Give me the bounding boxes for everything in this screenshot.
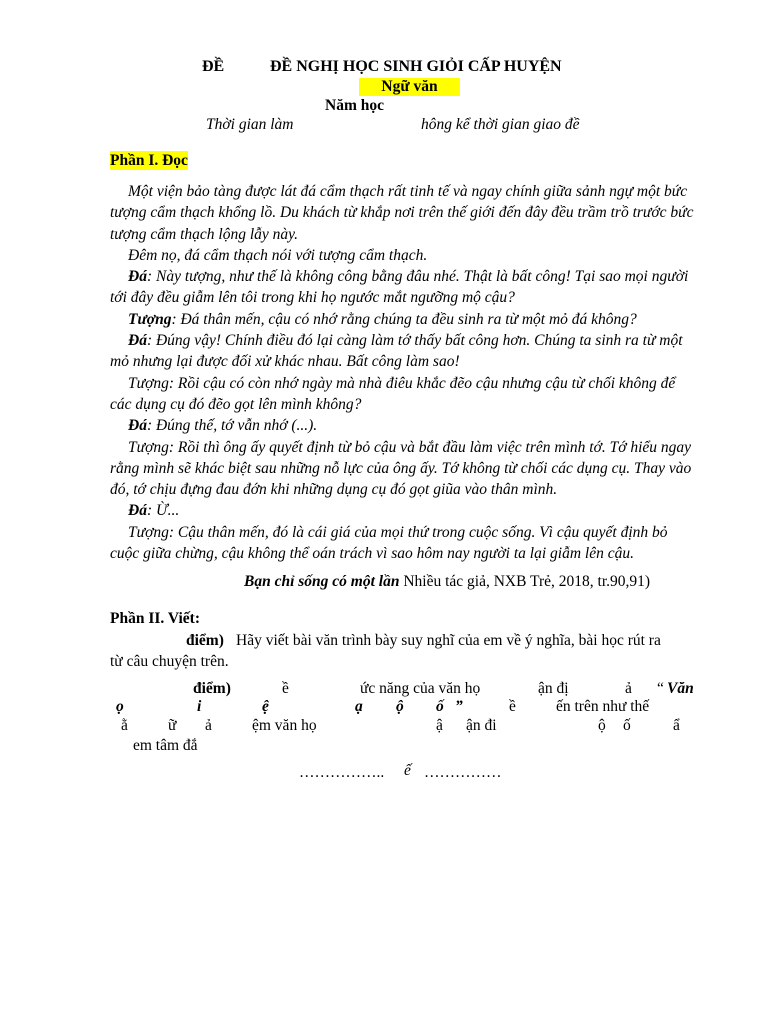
reading-passage xyxy=(110,181,700,564)
exam-title: ĐỀ NGHỊ HỌC SINH GIỎI CẤP HUYỆN xyxy=(270,58,562,75)
q2-fragment: ” xyxy=(455,698,463,715)
source-details: Nhiều tác giả, NXB Trẻ, 2018, tr.90,91) xyxy=(399,573,651,590)
dialogue-text: : Đá thân mến, cậu có nhớ rằng chúng ta đều sinh ra từ một mỏ đá không? xyxy=(171,310,637,328)
q2-fragment: ệ xyxy=(262,698,269,715)
q2-fragment: ộ xyxy=(598,717,606,734)
q2-fragment: “ xyxy=(657,680,664,697)
dialogue-text: : Ừ... xyxy=(146,502,180,520)
question1-text-cont: từ câu chuyện trên. xyxy=(110,653,229,670)
q2-fragment: ả xyxy=(205,717,212,734)
q2-fragment: ận đi xyxy=(466,717,497,734)
q2-fragment: ức năng của văn họ xyxy=(360,680,481,697)
dialogue-line xyxy=(110,522,700,565)
q2-fragment: ề xyxy=(282,680,289,697)
q2-fragment: ố xyxy=(436,698,444,715)
question2-line4: em tâm đắ xyxy=(133,737,198,754)
q2-fragment: điểm) xyxy=(193,680,231,697)
speaker: Đá xyxy=(128,268,147,286)
q2-fragment: ằ xyxy=(121,717,128,734)
question1-score: điểm) xyxy=(186,632,224,649)
subject-label: Ngữ văn xyxy=(359,78,460,96)
dialogue-line xyxy=(110,415,700,436)
dialogue-text: : Đúng thế, tớ vẫn nhớ (...). xyxy=(146,417,318,435)
time-label: Thời gian làm xyxy=(206,116,294,133)
q2-fragment: ận đị xyxy=(538,680,569,697)
school-year-label: Năm học xyxy=(325,97,384,114)
dialogue-line xyxy=(110,373,700,416)
speaker: Tượng xyxy=(128,310,172,328)
source-title: Bạn chỉ sống có một lần xyxy=(244,573,400,590)
dialogue-line xyxy=(110,437,700,501)
dialogue-line xyxy=(110,500,700,521)
q2-fragment: ẩ xyxy=(673,717,680,734)
q2-fragment: Văn xyxy=(667,680,694,697)
dialogue-text: : Đúng vậy! Chính điều đó lại càng làm tớ thấy bất công hơn. Chúng ta sinh ra từ một mỏ nhưng lại được đối xử khác nhau. Bất công làm sao! xyxy=(110,332,683,371)
footer-end-mark: ế xyxy=(404,762,411,779)
q2-fragment: ề xyxy=(509,698,516,715)
dialogue-line xyxy=(110,266,700,309)
dialogue-text: Tượng: Rồi thì ông ấy quyết định từ bỏ cậu và bắt đầu làm việc trên mình tớ. Tớ hiểu ngay rằng mình sẽ khác biệt sau những nỗ lực của ông ấy. Tớ không từ chối các dụng cụ. Thay vào đó, tớ chịu đựng đau đớn khi những dụng cụ đó gọt giũa vào thân mình. xyxy=(110,438,692,499)
q2-fragment: i xyxy=(197,698,202,715)
passage-night: Đêm nọ, đá cẩm thạch nói với tượng cẩm thạch. xyxy=(128,246,428,264)
question1-text: Hãy viết bài văn trình bày suy nghĩ của em về ý nghĩa, bài học rút ra xyxy=(236,632,661,649)
speaker: Đá xyxy=(128,502,147,520)
footer-dots-right: …………… xyxy=(424,764,502,781)
speaker: Đá xyxy=(128,417,147,435)
dialogue-text: Tượng: Cậu thân mến, đó là cái giá của mọi thứ trong cuộc sống. Vì cậu quyết định bỏ cuộc giữa chừng, cậu không thể oán trách vì sao hôm nay người ta lại giẫm lên cậu. xyxy=(110,523,668,563)
q2-fragment: ả xyxy=(625,680,632,697)
part1-heading: Phần I. Đọc xyxy=(110,152,188,169)
time-note: hông kể thời gian giao đề xyxy=(421,116,580,133)
source-citation xyxy=(244,573,650,591)
dialogue-line xyxy=(110,309,700,330)
footer-dots-left: …………….. xyxy=(299,764,385,781)
q2-fragment: ạ xyxy=(355,698,363,715)
dialogue-text: : Này tượng, như thế là không công bằng đâu nhé. Thật là bất công! Tại sao mọi người tới đây đều giẫm lên tôi trong khi họ ngước mắt ngưỡng mộ cậu? xyxy=(110,268,689,307)
q2-fragment: ến trên như thế xyxy=(556,698,650,715)
dialogue-line xyxy=(110,330,700,373)
speaker: Đá xyxy=(128,332,147,350)
part2-heading: Phần II. Viết: xyxy=(110,610,200,627)
q2-fragment: ố xyxy=(623,717,631,734)
q2-fragment: ậ xyxy=(436,717,443,734)
dialogue-text: Tượng: Rồi cậu có còn nhớ ngày mà nhà điêu khắc đẽo cậu nhưng cậu từ chối không để các dụng cụ đó đẽo gọt lên mình không? xyxy=(110,374,676,413)
q2-fragment: ọ xyxy=(116,698,124,715)
q2-fragment: ữ xyxy=(168,717,177,734)
passage-intro: Một viện bảo tàng được lát đá cẩm thạch rất tinh tế và ngay chính giữa sảnh ngự một bức tượng cẩm thạch khổng lồ. Du khách từ khắp nơi trên thế giới đến đây đều trầm trồ trước bức tượng cẩm thạch lộng lẫy này. xyxy=(110,183,694,243)
q2-fragment: ộ xyxy=(396,698,404,715)
q2-fragment: ệm văn họ xyxy=(252,717,317,734)
exam-de-label: ĐỀ xyxy=(202,58,225,75)
